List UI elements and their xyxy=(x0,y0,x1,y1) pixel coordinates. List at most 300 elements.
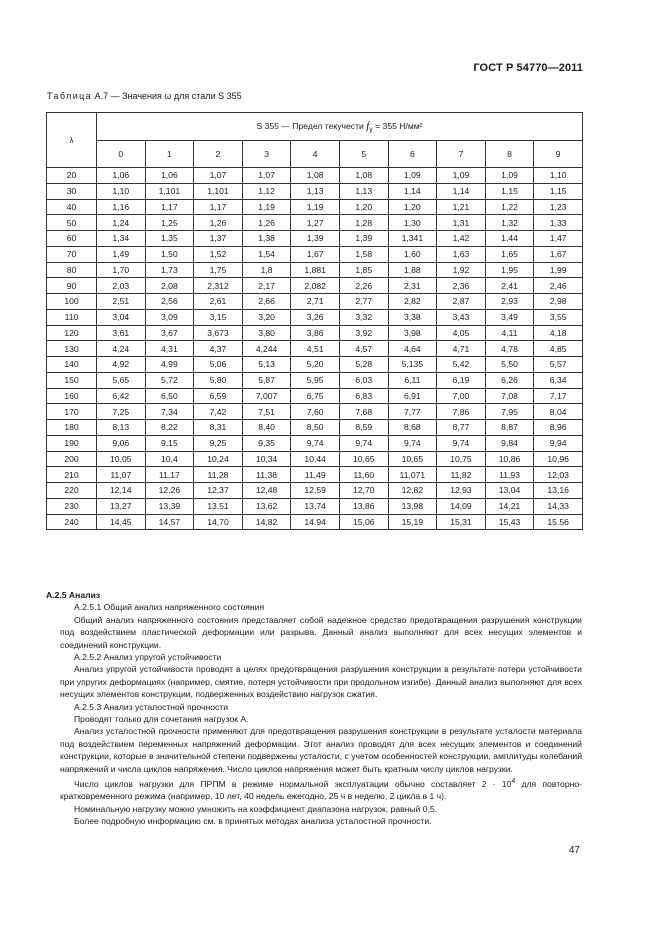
omega-value-cell: 1,8 xyxy=(242,262,291,278)
omega-value-cell: 1,23 xyxy=(534,199,583,215)
omega-value-cell: 3,15 xyxy=(194,309,243,325)
lambda-cell: 190 xyxy=(47,435,97,451)
table-row xyxy=(47,388,583,404)
omega-value-cell: 1,92 xyxy=(437,262,486,278)
omega-value-cell: 4,05 xyxy=(437,325,486,341)
omega-value-cell: 10,75 xyxy=(437,451,486,467)
omega-value-cell: 10,24 xyxy=(194,451,243,467)
omega-value-cell: 4,31 xyxy=(145,341,194,357)
omega-value-cell: 5,72 xyxy=(145,372,194,388)
omega-value-cell: 4,64 xyxy=(388,341,437,357)
omega-value-cell: 1,341 xyxy=(388,231,437,247)
omega-value-cell: 10,05 xyxy=(97,451,146,467)
omega-value-cell: 6,11 xyxy=(388,372,437,388)
omega-value-cell: 8,77 xyxy=(437,420,486,436)
paragraph-a253-2: Анализ усталостной прочности применяют для предотвращения разрушения конструкции в результате усталости материала под воздействием переменных напряжений деформации. Этот анализ проводят для всех несущих элементов и соединений конструкции, которые в значительной степени подвержены усталости, с учетом особенностей конструкции, амплитуды колебаний напряжений и числа циклов напряжения. Число циклов напряжения может быть кратным числу циклов нагрузки. xyxy=(60,726,582,774)
omega-value-cell: 13,39 xyxy=(145,498,194,514)
omega-value-cell: 6,42 xyxy=(97,388,146,404)
analysis-section xyxy=(46,589,582,828)
omega-value-cell: 3,67 xyxy=(145,325,194,341)
omega-value-cell: 10,65 xyxy=(388,451,437,467)
omega-value-cell: 8,40 xyxy=(242,420,291,436)
omega-value-cell: 1,44 xyxy=(485,231,534,247)
table-row xyxy=(47,262,583,278)
omega-value-cell: 1,12 xyxy=(242,183,291,199)
omega-value-cell: 11,49 xyxy=(291,467,340,483)
omega-value-cell: 3,86 xyxy=(291,325,340,341)
omega-value-cell: 10,96 xyxy=(534,451,583,467)
omega-value-cell: 3,20 xyxy=(242,309,291,325)
column-header: 7 xyxy=(437,141,486,168)
omega-value-cell: 2,17 xyxy=(242,278,291,294)
omega-value-cell: 1,16 xyxy=(97,199,146,215)
omega-value-cell: 5,20 xyxy=(291,357,340,373)
omega-value-cell: 1,08 xyxy=(339,168,388,184)
omega-value-cell: 11,82 xyxy=(437,467,486,483)
omega-value-cell: 1,31 xyxy=(437,215,486,231)
omega-value-cell: 11,07 xyxy=(97,467,146,483)
omega-value-cell: 1,14 xyxy=(388,183,437,199)
omega-value-cell: 4,11 xyxy=(485,325,534,341)
table-caption xyxy=(47,91,242,101)
omega-value-cell: 1,881 xyxy=(291,262,340,278)
omega-value-cell: 1,15 xyxy=(485,183,534,199)
column-header: 1 xyxy=(145,141,194,168)
table-caption-title: А.7 — Значения ω для стали S 355 xyxy=(92,91,242,101)
omega-value-cell: 11,60 xyxy=(339,467,388,483)
table-caption-label: Таблица xyxy=(47,91,93,101)
yield-strength-header xyxy=(97,113,583,141)
omega-value-cell: 1,19 xyxy=(242,199,291,215)
omega-value-cell: 15.56 xyxy=(534,514,583,530)
table-row xyxy=(47,404,583,420)
lambda-cell: 180 xyxy=(47,420,97,436)
page-number: 47 xyxy=(568,845,580,856)
table-row xyxy=(47,294,583,310)
lambda-cell: 90 xyxy=(47,278,97,294)
omega-value-cell: 3,09 xyxy=(145,309,194,325)
omega-value-cell: 1,34 xyxy=(97,231,146,247)
omega-value-cell: 2,312 xyxy=(194,278,243,294)
omega-value-cell: 1,06 xyxy=(145,168,194,184)
omega-value-cell: 8,68 xyxy=(388,420,437,436)
omega-value-cell: 5,50 xyxy=(485,357,534,373)
omega-value-cell: 14,57 xyxy=(145,514,194,530)
omega-value-cell: 12,37 xyxy=(194,483,243,499)
omega-value-cell: 2,93 xyxy=(485,294,534,310)
omega-value-cell: 12,03 xyxy=(534,467,583,483)
table-row xyxy=(47,215,583,231)
omega-value-cell: 1,39 xyxy=(339,231,388,247)
lambda-cell: 150 xyxy=(47,372,97,388)
omega-value-cell: 1,99 xyxy=(534,262,583,278)
column-header: 3 xyxy=(242,141,291,168)
omega-value-cell: 1,17 xyxy=(194,199,243,215)
lambda-cell: 70 xyxy=(47,246,97,262)
omega-value-cell: 6,83 xyxy=(339,388,388,404)
omega-value-cell: 12,48 xyxy=(242,483,291,499)
table-row xyxy=(47,199,583,215)
omega-value-cell: 4,51 xyxy=(291,341,340,357)
omega-value-cell: 9,25 xyxy=(194,435,243,451)
omega-value-cell: 5,42 xyxy=(437,357,486,373)
omega-value-cell: 1,27 xyxy=(291,215,340,231)
omega-value-cell: 1,58 xyxy=(339,246,388,262)
lambda-cell: 30 xyxy=(47,183,97,199)
omega-value-cell: 2,082 xyxy=(291,278,340,294)
yield-header-suffix: = 355 Н/мм² xyxy=(372,120,423,131)
omega-value-cell: 4,99 xyxy=(145,357,194,373)
omega-value-cell: 9,35 xyxy=(242,435,291,451)
omega-value-cell: 7,25 xyxy=(97,404,146,420)
omega-value-cell: 1,75 xyxy=(194,262,243,278)
omega-value-cell: 3,92 xyxy=(339,325,388,341)
omega-value-cell: 1,101 xyxy=(145,183,194,199)
omega-value-cell: 9,74 xyxy=(388,435,437,451)
omega-value-cell: 10.44 xyxy=(291,451,340,467)
omega-value-cell: 2,03 xyxy=(97,278,146,294)
omega-value-cell: 2,56 xyxy=(145,294,194,310)
yield-f-subscript: y xyxy=(369,126,373,134)
omega-value-cell: 10,65 xyxy=(339,451,388,467)
omega-value-cell: 1,17 xyxy=(145,199,194,215)
omega-value-cell: 7,60 xyxy=(291,404,340,420)
section-heading-a252: А.2.5.2 Анализ упругой устойчивости xyxy=(74,652,222,663)
omega-value-cell: 1,67 xyxy=(291,246,340,262)
omega-value-cell: 1,13 xyxy=(291,183,340,199)
lambda-cell: 170 xyxy=(47,404,97,420)
omega-value-cell: 1,52 xyxy=(194,246,243,262)
omega-value-cell: 1,63 xyxy=(437,246,486,262)
omega-value-cell: 6,59 xyxy=(194,388,243,404)
omega-value-cell: 7,00 xyxy=(437,388,486,404)
omega-value-cell: 15,06 xyxy=(339,514,388,530)
omega-value-cell: 8,04 xyxy=(534,404,583,420)
omega-value-cell: 11,17 xyxy=(145,467,194,483)
omega-value-cell: 1,88 xyxy=(388,262,437,278)
omega-value-cell: 2,26 xyxy=(339,278,388,294)
omega-value-cell: 3,26 xyxy=(291,309,340,325)
omega-value-cell: 1,50 xyxy=(145,246,194,262)
lambda-cell: 210 xyxy=(47,467,97,483)
omega-value-cell: 1,37 xyxy=(194,231,243,247)
omega-value-cell: 2,51 xyxy=(97,294,146,310)
omega-value-cell: 7,86 xyxy=(437,404,486,420)
table-row xyxy=(47,420,583,436)
omega-value-cell: 14,70 xyxy=(194,514,243,530)
paragraph-a251: Общий анализ напряженного состояния представляет собой надежное средство предотвращения разрушения конструкции под воздействием пластической деформации или разрыва. Данный анализ выполняют для всех несущих элементов и соединений конструкции. xyxy=(60,614,582,650)
omega-value-cell: 11,071 xyxy=(388,467,437,483)
omega-value-cell: 4,37 xyxy=(194,341,243,357)
table-row xyxy=(47,435,583,451)
omega-value-cell: 6,03 xyxy=(339,372,388,388)
table-row xyxy=(47,325,583,341)
column-header: 4 xyxy=(291,141,340,168)
omega-value-cell: 1,70 xyxy=(97,262,146,278)
omega-value-cell: 12,26 xyxy=(145,483,194,499)
omega-value-cell: 3,43 xyxy=(437,309,486,325)
omega-value-cell: 12,14 xyxy=(97,483,146,499)
omega-value-cell: 2,82 xyxy=(388,294,437,310)
column-header: 8 xyxy=(485,141,534,168)
omega-value-cell: 8,31 xyxy=(194,420,243,436)
omega-value-cell: 10,4 xyxy=(145,451,194,467)
omega-value-cell: 1,95 xyxy=(485,262,534,278)
omega-value-cell: 2,41 xyxy=(485,278,534,294)
omega-value-cell: 1,73 xyxy=(145,262,194,278)
omega-value-cell: 4,78 xyxy=(485,341,534,357)
omega-value-cell: 1,20 xyxy=(388,199,437,215)
omega-value-cell: 1,24 xyxy=(97,215,146,231)
omega-value-cell: 7,95 xyxy=(485,404,534,420)
paragraph-a253-3 xyxy=(60,775,582,803)
lambda-cell: 110 xyxy=(47,309,97,325)
omega-value-cell: 5,28 xyxy=(339,357,388,373)
omega-value-cell: 3,80 xyxy=(242,325,291,341)
omega-value-cell: 1,26 xyxy=(194,215,243,231)
omega-value-cell: 7,007 xyxy=(242,388,291,404)
omega-value-cell: 1,06 xyxy=(97,168,146,184)
omega-value-cell: 1,14 xyxy=(437,183,486,199)
omega-value-cell: 5,80 xyxy=(194,372,243,388)
omega-value-cell: 9,84 xyxy=(485,435,534,451)
omega-value-cell: 3,61 xyxy=(97,325,146,341)
omega-value-cell: 5,95 xyxy=(291,372,340,388)
omega-value-cell: 15,19 xyxy=(388,514,437,530)
omega-value-cell: 1,08 xyxy=(291,168,340,184)
omega-value-cell: 13,74 xyxy=(291,498,340,514)
omega-value-cell: 2,36 xyxy=(437,278,486,294)
omega-value-cell: 1,65 xyxy=(485,246,534,262)
lambda-cell: 240 xyxy=(47,514,97,530)
omega-value-cell: 10,86 xyxy=(485,451,534,467)
yield-f-symbol: f xyxy=(366,119,370,132)
omega-value-cell: 1,19 xyxy=(291,199,340,215)
omega-value-cell: 7,42 xyxy=(194,404,243,420)
omega-value-cell: 1,49 xyxy=(97,246,146,262)
omega-value-cell: 5,65 xyxy=(97,372,146,388)
omega-table xyxy=(46,112,583,530)
omega-value-cell: 1,07 xyxy=(242,168,291,184)
omega-value-cell: 1,28 xyxy=(339,215,388,231)
omega-value-cell: 1,26 xyxy=(242,215,291,231)
omega-value-cell: 1,85 xyxy=(339,262,388,278)
omega-value-cell: 5,06 xyxy=(194,357,243,373)
column-header: 0 xyxy=(97,141,146,168)
table-row xyxy=(47,168,583,184)
omega-value-cell: 1,10 xyxy=(97,183,146,199)
lambda-cell: 230 xyxy=(47,498,97,514)
column-header: 5 xyxy=(339,141,388,168)
omega-value-cell: 3,04 xyxy=(97,309,146,325)
omega-value-cell: 7,68 xyxy=(339,404,388,420)
lambda-cell: 130 xyxy=(47,341,97,357)
omega-value-cell: 1,42 xyxy=(437,231,486,247)
omega-value-cell: 8,22 xyxy=(145,420,194,436)
omega-value-cell: 4,57 xyxy=(339,341,388,357)
omega-value-cell: 1,07 xyxy=(194,168,243,184)
section-heading-a253: А.2.5.3 Анализ усталостной прочности xyxy=(74,701,229,712)
omega-value-cell: 1,35 xyxy=(145,231,194,247)
omega-value-cell: 6,34 xyxy=(534,372,583,388)
table-row xyxy=(47,357,583,373)
omega-value-cell: 2,61 xyxy=(194,294,243,310)
section-heading-a25: А.2.5 Анализ xyxy=(46,590,101,600)
omega-value-cell: 5,135 xyxy=(388,357,437,373)
omega-value-cell: 1,10 xyxy=(534,168,583,184)
omega-value-cell: 8,59 xyxy=(339,420,388,436)
omega-value-cell: 1,25 xyxy=(145,215,194,231)
omega-value-cell: 1,09 xyxy=(485,168,534,184)
omega-value-cell: 13,27 xyxy=(97,498,146,514)
table-row xyxy=(47,372,583,388)
omega-value-cell: 1,33 xyxy=(534,215,583,231)
lambda-cell: 220 xyxy=(47,483,97,499)
omega-value-cell: 7,51 xyxy=(242,404,291,420)
omega-value-cell: 1,32 xyxy=(485,215,534,231)
paragraph-a253-3-start: Число циклов нагрузки для ПРПМ в режиме нормальной эксплуатации обычно составляет 2 · 10 xyxy=(74,778,512,789)
lambda-cell: 140 xyxy=(47,357,97,373)
omega-value-cell: 2,66 xyxy=(242,294,291,310)
paragraph-a253-3-exponent: 4 xyxy=(511,777,516,786)
omega-value-cell: 1,60 xyxy=(388,246,437,262)
paragraph-a253-5: Более подробную информацию см. в принятых методах анализа усталостной прочности. xyxy=(74,816,432,827)
omega-value-cell: 10,34 xyxy=(242,451,291,467)
omega-value-cell: 1,20 xyxy=(339,199,388,215)
omega-value-cell: 11,28 xyxy=(194,467,243,483)
column-header: 6 xyxy=(388,141,437,168)
omega-value-cell: 2,31 xyxy=(388,278,437,294)
omega-value-cell: 13,16 xyxy=(534,483,583,499)
omega-value-cell: 6,19 xyxy=(437,372,486,388)
paragraph-a253-1: Проводят только для сочетания нагрузок А. xyxy=(74,714,249,725)
omega-value-cell: 11,93 xyxy=(485,467,534,483)
omega-value-cell: 1,30 xyxy=(388,215,437,231)
table-row xyxy=(47,498,583,514)
omega-value-cell: 2,46 xyxy=(534,278,583,294)
omega-value-cell: 7,34 xyxy=(145,404,194,420)
lambda-header: λ xyxy=(47,113,97,168)
omega-value-cell: 14,33 xyxy=(534,498,583,514)
omega-value-cell: 6,50 xyxy=(145,388,194,404)
omega-value-cell: 6,26 xyxy=(485,372,534,388)
omega-value-cell: 4,244 xyxy=(242,341,291,357)
table-row xyxy=(47,183,583,199)
omega-value-cell: 9,06 xyxy=(97,435,146,451)
standard-code: ГОСТ Р 54770—2011 xyxy=(473,62,583,74)
omega-value-cell: 1,22 xyxy=(485,199,534,215)
omega-value-cell: 13,62 xyxy=(242,498,291,514)
omega-value-cell: 1,15 xyxy=(534,183,583,199)
omega-value-cell: 1,09 xyxy=(437,168,486,184)
omega-value-cell: 15,31 xyxy=(437,514,486,530)
omega-value-cell: 13,04 xyxy=(485,483,534,499)
omega-value-cell: 11,38 xyxy=(242,467,291,483)
omega-value-cell: 3,673 xyxy=(194,325,243,341)
omega-value-cell: 3,55 xyxy=(534,309,583,325)
lambda-cell: 120 xyxy=(47,325,97,341)
paragraph-a253-4: Номинальную нагрузку можно умножить на коэффициент диапазона нагрузок, равный 0,5. xyxy=(74,803,438,814)
omega-value-cell: 3,38 xyxy=(388,309,437,325)
omega-value-cell: 8,96 xyxy=(534,420,583,436)
lambda-cell: 200 xyxy=(47,451,97,467)
omega-value-cell: 1,54 xyxy=(242,246,291,262)
lambda-cell: 20 xyxy=(47,168,97,184)
omega-value-cell: 1,21 xyxy=(437,199,486,215)
lambda-cell: 40 xyxy=(47,199,97,215)
omega-value-cell: 6,91 xyxy=(388,388,437,404)
omega-value-cell: 13,51 xyxy=(194,498,243,514)
omega-value-cell: 4,18 xyxy=(534,325,583,341)
omega-value-cell: 4,24 xyxy=(97,341,146,357)
omega-value-cell: 3,32 xyxy=(339,309,388,325)
table-row xyxy=(47,467,583,483)
omega-value-cell: 4,85 xyxy=(534,341,583,357)
omega-value-cell: 2,71 xyxy=(291,294,340,310)
column-header: 9 xyxy=(534,141,583,168)
omega-value-cell: 2,77 xyxy=(339,294,388,310)
omega-value-cell: 14,82 xyxy=(242,514,291,530)
omega-value-cell: 12,82 xyxy=(388,483,437,499)
omega-value-cell: 9,74 xyxy=(437,435,486,451)
table-row xyxy=(47,309,583,325)
omega-value-cell: 7,77 xyxy=(388,404,437,420)
omega-value-cell: 14,45 xyxy=(97,514,146,530)
omega-value-cell: 8,13 xyxy=(97,420,146,436)
omega-value-cell: 4,71 xyxy=(437,341,486,357)
omega-value-cell: 2,87 xyxy=(437,294,486,310)
lambda-cell: 100 xyxy=(47,294,97,310)
omega-value-cell: 7,08 xyxy=(485,388,534,404)
table-row xyxy=(47,514,583,530)
omega-value-cell: 1,67 xyxy=(534,246,583,262)
omega-value-cell: 2,98 xyxy=(534,294,583,310)
lambda-cell: 60 xyxy=(47,231,97,247)
omega-value-cell: 8,87 xyxy=(485,420,534,436)
table-row xyxy=(47,451,583,467)
omega-value-cell: 1,38 xyxy=(242,231,291,247)
omega-value-cell: 15,43 xyxy=(485,514,534,530)
table-row xyxy=(47,483,583,499)
omega-value-cell: 5,87 xyxy=(242,372,291,388)
table-row xyxy=(47,231,583,247)
omega-value-cell: 14,09 xyxy=(437,498,486,514)
table-row xyxy=(47,278,583,294)
yield-header-prefix: S 355 — Предел текучести xyxy=(256,120,367,131)
omega-value-cell: 5,57 xyxy=(534,357,583,373)
omega-value-cell: 14.94 xyxy=(291,514,340,530)
omega-value-cell: 12,93 xyxy=(437,483,486,499)
omega-value-cell: 1,13 xyxy=(339,183,388,199)
section-heading-a251: А.2.5.1 Общий анализ напряженного состояния xyxy=(74,602,265,613)
lambda-cell: 50 xyxy=(47,215,97,231)
omega-value-cell: 3,98 xyxy=(388,325,437,341)
omega-value-cell: 14,21 xyxy=(485,498,534,514)
lambda-cell: 160 xyxy=(47,388,97,404)
omega-value-cell: 5,13 xyxy=(242,357,291,373)
omega-value-cell: 6,75 xyxy=(291,388,340,404)
omega-value-cell: 7,17 xyxy=(534,388,583,404)
omega-value-cell: 9,74 xyxy=(291,435,340,451)
omega-value-cell: 12,59 xyxy=(291,483,340,499)
omega-value-cell: 12,70 xyxy=(339,483,388,499)
omega-value-cell: 9,74 xyxy=(339,435,388,451)
column-header: 2 xyxy=(194,141,243,168)
paragraph-a253-3-end: для повторно-кратковременного режима (например, 10 лет, 40 недель ежегодно, 25 ч в неделю, 2 цикла в 1 ч). xyxy=(60,778,582,802)
omega-value-cell: 9,94 xyxy=(534,435,583,451)
omega-value-cell: 1,09 xyxy=(388,168,437,184)
lambda-cell: 80 xyxy=(47,262,97,278)
